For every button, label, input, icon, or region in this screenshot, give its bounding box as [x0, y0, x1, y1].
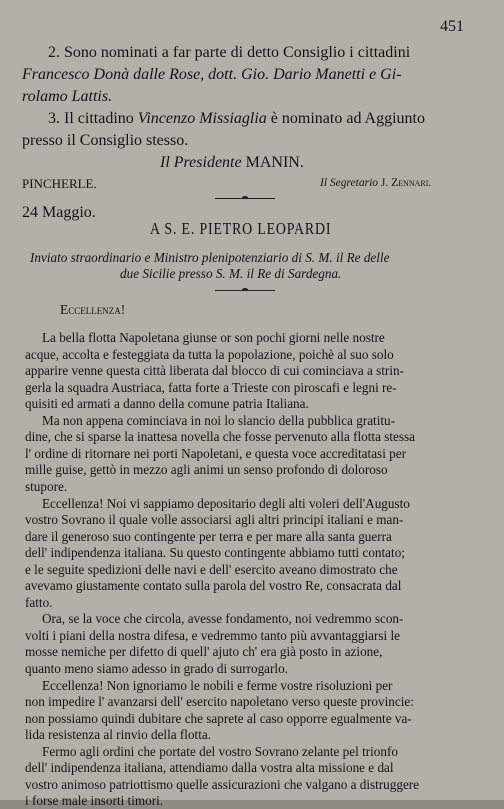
section-rule-ornament — [242, 196, 248, 199]
letter-line: gerla la squadra Austriaca, fatta forte a Trieste con piroscafi e legni re- — [25, 379, 397, 395]
letter-line: Ora, se la voce che circola, avesse fondamento, noi vedremmo scon- — [42, 611, 404, 627]
page-number: 451 — [440, 18, 464, 35]
president-label: Il Presidente — [160, 154, 242, 171]
decree-names-1: Francesco Donà dalle Rose, dott. Gio. Dario Manetti e Gi- — [22, 66, 402, 83]
signature-right-name: J. Zennari. — [380, 177, 432, 189]
letter-salutation: Eccellenza! — [60, 302, 126, 317]
decree-line-4-suffix: è nominato ad Aggiunto — [266, 110, 425, 127]
letter-line: Eccellenza! Noi vi sappiamo depositario degli alti voleri dell'Augusto — [42, 495, 410, 511]
decree-line-3 — [22, 86, 112, 108]
letter-line: stupore. — [25, 478, 68, 494]
letter-line: vostro animoso patriottismo quelle assicurazioni che valgano a distruggere — [25, 776, 420, 792]
letter-line: quisiti ed armati a danno della comune patria Italiana. — [25, 396, 309, 412]
letter-line: l' ordine di ritornare nei porti Napoletani, e questa voce accreditatasi per — [25, 445, 406, 461]
president-name: MANIN. — [245, 154, 304, 171]
letter-line: acque, accolta e festeggiata da tutta la popolazione, poichè al suo solo — [25, 346, 394, 362]
letter-date: 24 Maggio. — [22, 204, 96, 221]
president-signature — [160, 152, 304, 174]
letter-line: fatto. — [25, 594, 53, 610]
decree-line-4 — [48, 108, 425, 130]
letter-line: apparire venne questa città liberata dal blocco di cui cominciava a strin- — [25, 363, 404, 379]
letter-line: volti i piani della nostra difesa, e vedremmo tanto più avvantaggiarsi le — [25, 627, 401, 643]
letter-line: mille guise, gettò in mezzo agli animi un senso profondo di doloroso — [25, 462, 388, 478]
letter-line: mosse nemiche per difetto di quell' ajuto ch' era già posto in azione, — [25, 644, 383, 660]
letter-line: quanto meno siamo adesso in grado di surrogarlo. — [25, 661, 288, 676]
letter-addressee: A S. E. PIETRO LEOPARDI — [150, 219, 332, 238]
letter-line: avevamo giustamente contato sulla parola del vostro Re, consacrata dal — [25, 578, 402, 594]
letter-line: dine, che si sparse la inattesa novella che fosse pervenuto alla flotta stessa — [25, 429, 415, 445]
decree-line-4-name: Vincenzo Missiaglia — [137, 110, 267, 127]
letter-line: non impedire l' avanzarsi dell' esercito napoletano verso queste provincie: — [25, 694, 414, 710]
letter-line: Fermo agli ordini che portate del vostro Sovrano zelante pel trionfo — [42, 743, 398, 759]
letter-line: La bella flotta Napoletana giunse or son pochi giorni nelle nostre — [42, 330, 385, 345]
decree-line-4-prefix: 3. Il cittadino — [48, 110, 138, 127]
letter-line: dare il generoso suo contingente per terra e per mare alla santa guerra — [25, 528, 392, 544]
signature-right-label: Il Segretario — [320, 177, 379, 189]
letter-subtitle-2: due Sicilie presso S. M. il Re di Sardegna. — [120, 266, 342, 281]
letter-line: dell' indipendenza italiana, attendiamo dalla vostra alta missione e dal — [25, 760, 394, 776]
letter-line: e le seguite spedizioni delle navi e dell' esercito aveano dimostrato che — [25, 561, 398, 577]
decree-line-2 — [22, 64, 402, 86]
decree-line-1: 2. Sono nominati a far parte di detto Consiglio i cittadini — [48, 44, 411, 61]
letter-line: Ma non appena cominciava in noi lo slancio della pubblica gratitu- — [42, 412, 396, 428]
decree-line-5: presso il Consiglio stesso. — [22, 132, 189, 149]
letter-line: lida resistenza al rinvio della flotta. — [25, 727, 212, 743]
letter-line: non possiamo quindi dubitare che saprete al caso opporre egualmente va- — [25, 710, 412, 726]
signature-left: PINCHERLE. — [22, 176, 97, 191]
signature-right — [320, 177, 431, 189]
letter-line: dell' indipendenza italiana. Su questo contingente abbiamo tutti contato; — [25, 545, 405, 561]
letter-line: vostro Sovrano il quale volle associarsi agli altri principi italiani e man- — [25, 512, 404, 528]
letter-line: Eccellenza! Non ignoriamo le nobili e ferme vostre risoluzioni per — [42, 677, 393, 693]
letter-line: i forse male insorti timori. — [25, 793, 164, 809]
decree-names-2: rolamo Lattis. — [22, 88, 113, 105]
header-rule-ornament — [242, 288, 248, 291]
letter-subtitle-1: Inviato straordinario e Ministro plenipotenziario di S. M. il Re delle — [30, 250, 390, 265]
